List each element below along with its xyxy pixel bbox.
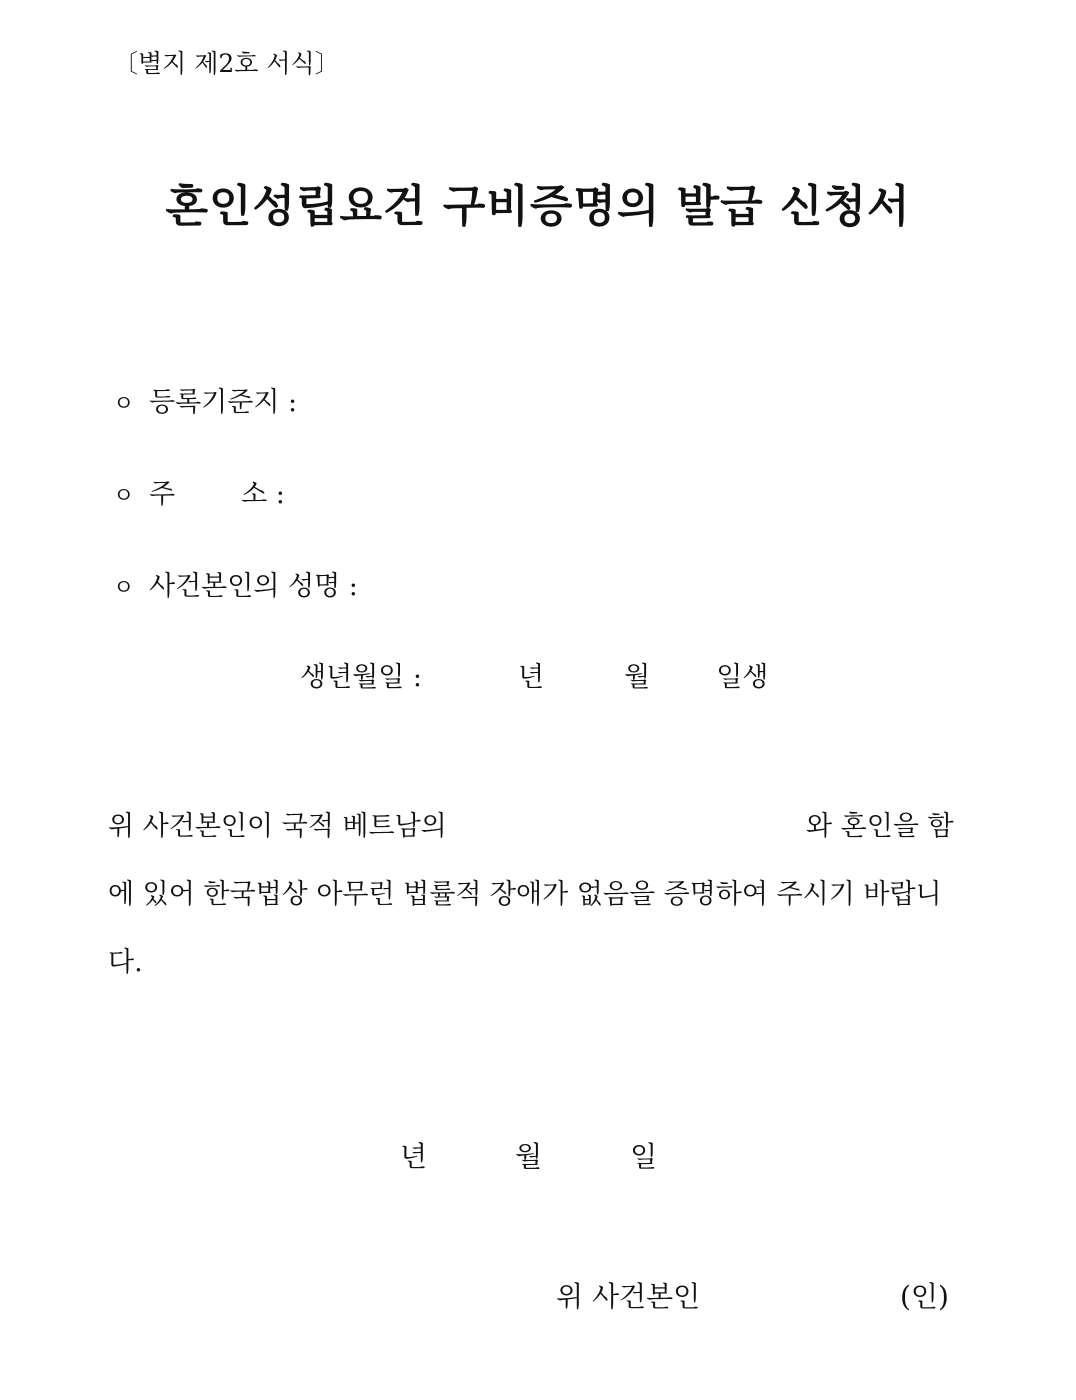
- bullet-icon: ㅇ: [113, 484, 135, 509]
- bullet-icon: ㅇ: [113, 576, 135, 601]
- body-line-2: 에 있어 한국법상 아무런 법률적 장애가 없음을 증명하여 주시기 바랍니: [108, 879, 942, 910]
- birth-date-label: 생년월일 :: [300, 662, 423, 693]
- date-month-label: 월: [515, 1140, 543, 1173]
- registry-field: [113, 380, 297, 419]
- bullet-icon: ㅇ: [113, 392, 135, 417]
- registry-label: 등록기준지 :: [149, 387, 298, 418]
- form-label: 〔별지 제2호 서식〕: [113, 49, 340, 78]
- page-title: 혼인성립요건 구비증명의 발급 신청서: [165, 181, 911, 232]
- name-label: 사건본인의 성명 :: [149, 571, 358, 602]
- application-date: [400, 1135, 657, 1175]
- birth-month-label: 월: [624, 662, 651, 693]
- body-line-1: [108, 804, 447, 843]
- birth-date-field: [300, 655, 768, 694]
- address-field: [113, 472, 285, 511]
- address-label-first: 주: [149, 479, 176, 510]
- date-day-label: 일: [630, 1140, 658, 1173]
- birth-day-label: 일생: [716, 662, 769, 693]
- birth-year-label: 년: [518, 662, 545, 693]
- address-label-second: 소 :: [241, 479, 285, 510]
- body-text-part-1: 위 사건본인이 국적 베트남의: [108, 811, 447, 842]
- signature-label: 위 사건본인: [556, 1280, 701, 1313]
- body-text-part-2: 와 혼인을 함: [806, 811, 954, 842]
- seal-mark: (인): [900, 1280, 949, 1313]
- name-field: [113, 564, 358, 603]
- body-line-1-end: [806, 804, 954, 843]
- body-line-3: 다.: [108, 947, 143, 978]
- date-year-label: 년: [400, 1140, 428, 1173]
